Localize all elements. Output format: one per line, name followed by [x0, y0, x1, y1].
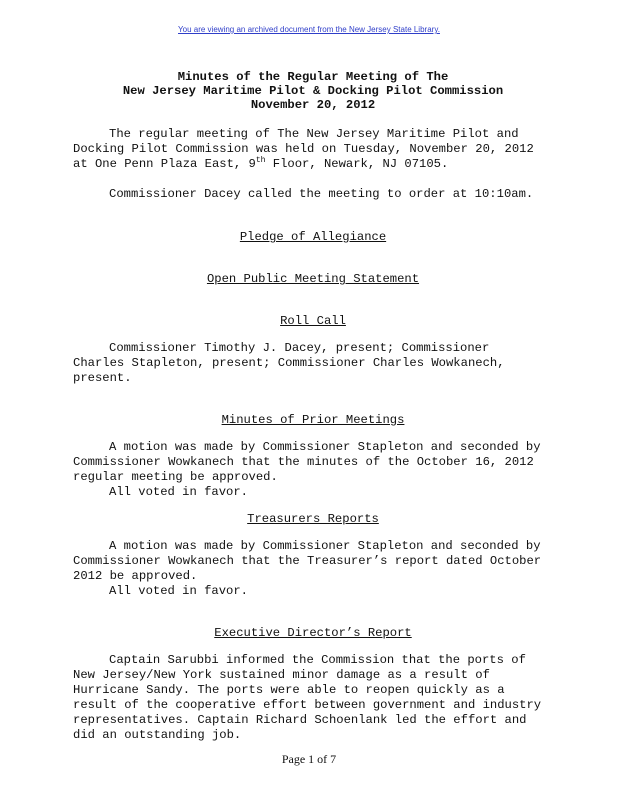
intro-superscript: th	[255, 155, 266, 165]
document-title	[73, 70, 553, 112]
heading-roll-call: Roll Call	[280, 314, 346, 328]
heading-treasurers: Treasurers Reports	[247, 512, 379, 526]
heading-minutes: Minutes of Prior Meetings	[221, 413, 405, 427]
executive-director-text: Captain Sarubbi informed the Commission that the ports of New Jersey/New York sustained minor damage as a result of Hurricane Sandy. The ports were able to reopen quickly as a result of the cooperative effort between government and industry representatives. Captain Richard Schoenlank led the effort and did an outstanding job.	[73, 653, 542, 742]
title-line-2: New Jersey Maritime Pilot & Docking Pilot Commission	[122, 84, 504, 98]
title-line-1: Minutes of the Regular Meeting of The	[177, 70, 449, 84]
minutes-vote: All voted in favor.	[109, 485, 248, 499]
intro-text-2: Floor, Newark, NJ 07105.	[265, 157, 449, 171]
page-number: Page 1 of 7	[281, 752, 337, 766]
archive-banner-link[interactable]: You are viewing an archived document from the New Jersey State Library.	[178, 25, 440, 34]
intro-text-1: The regular meeting of The New Jersey Maritime Pilot and Docking Pilot Commission was held on Tuesday, November 20, 2012 at One Penn Plaza East, 9	[73, 127, 534, 171]
minutes-text: A motion was made by Commissioner Stapleton and seconded by Commissioner Wowkanech that the minutes of the October 16, 2012 regular meeting be approved.	[73, 440, 541, 484]
heading-open-meeting: Open Public Meeting Statement	[206, 272, 420, 286]
treasurers-vote: All voted in favor.	[109, 584, 248, 598]
intro-paragraph	[73, 127, 553, 172]
heading-executive-director: Executive Director’s Report	[214, 626, 412, 640]
roll-call-text: Commissioner Timothy J. Dacey, present; Commissioner Charles Stapleton, present; Commissioner Charles Wowkanech, present.	[73, 341, 505, 385]
title-line-3: November 20, 2012	[250, 98, 376, 112]
document-body	[73, 70, 553, 743]
treasurers-text: A motion was made by Commissioner Stapleton and seconded by Commissioner Wowkanech that the Treasurer’s report dated October 2012 be approved.	[73, 539, 542, 583]
heading-pledge: Pledge of Allegiance	[239, 230, 387, 244]
call-to-order-text: Commissioner Dacey called the meeting to order at 10:10am.	[109, 187, 534, 201]
